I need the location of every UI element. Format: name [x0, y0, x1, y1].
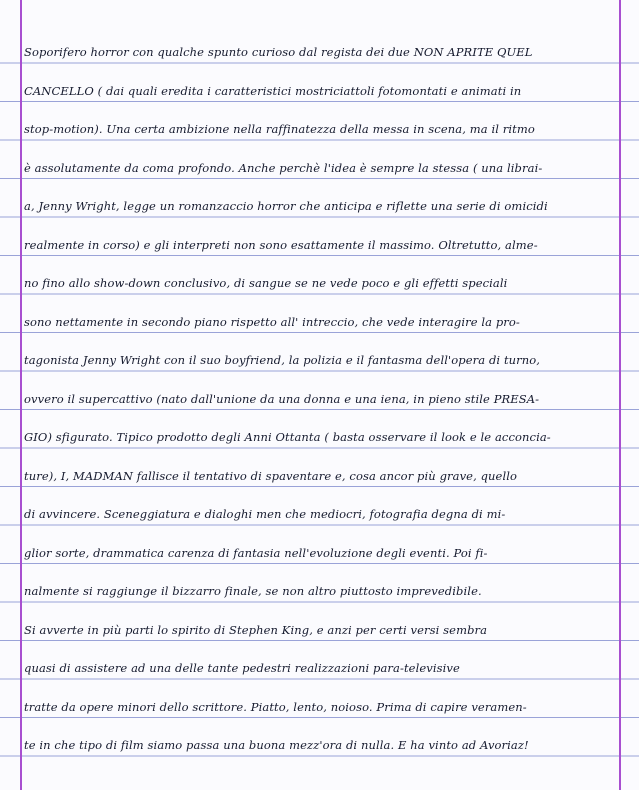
- text-line-15: nalmente si raggiunge il bizzarro finale, se non altro piuttosto imprevedibile.: [24, 584, 482, 598]
- text-line-10: ovvero il supercattivo (nato dall'unione da una donna e una iena, in pieno stile PRESA-: [24, 391, 540, 406]
- text-line-9: tagonista Jenny Wright con il suo boyfriend, la polizia e il fantasma dell'opera di turno,: [24, 353, 541, 367]
- text-line-12: ture), I, MADMAN fallisce il tentativo di spaventare e, cosa ancor più grave, quello: [24, 468, 518, 483]
- text-line-2: CANCELLO ( dai quali eredita i caratteristici mostriciattoli fotomontati e animati in: [24, 83, 522, 98]
- text-line-14: glior sorte, drammatica carenza di fantasia nell'evoluzione degli eventi. Poi fi-: [24, 545, 488, 560]
- text-line-1: Soporifero horror con qualche spunto curioso dal regista dei due NON APRITE QUEL: [24, 45, 533, 59]
- text-line-6: realmente in corso) e gli interpreti non sono esattamente il massimo. Oltretutto, alme-: [24, 237, 538, 252]
- text-line-11: GIO) sfigurato. Tipico prodotto degli Anni Ottanta ( basta osservare il look e le acconcia-: [24, 430, 551, 444]
- left-margin-line: [20, 0, 22, 790]
- right-margin-line: [619, 0, 621, 790]
- text-line-5: a, Jenny Wright, legge un romanzaccio horror che anticipa e riflette una serie di omicidi: [24, 199, 548, 213]
- text-line-19: te in che tipo di film siamo passa una buona mezz'ora di nulla. E ha vinto ad Avoriaz!: [24, 738, 529, 752]
- text-line-3: stop-motion). Una certa ambizione nella raffinatezza della messa in scena, ma il ritmo: [24, 122, 535, 136]
- text-line-4: è assolutamente da coma profondo. Anche perchè l'idea è sempre la stessa ( una librai-: [24, 160, 543, 175]
- text-line-8: sono nettamente in secondo piano rispetto all' intreccio, che vede interagire la pro-: [24, 314, 520, 329]
- text-line-17: quasi di assistere ad una delle tante pedestri realizzazioni para-televisive: [24, 661, 460, 675]
- text-line-13: di avvincere. Sceneggiatura e dialoghi men che mediocri, fotografia degna di mi-: [24, 507, 506, 521]
- text-line-16: Si avverte in più parti lo spirito di Stephen King, e anzi per certi versi sembra: [24, 622, 488, 637]
- text-line-7: no fino allo show-down conclusivo, di sangue se ne vede poco e gli effetti speciali: [24, 276, 508, 290]
- text-line-18: tratte da opere minori dello scrittore. Piatto, lento, noioso. Prima di capire veramen-: [24, 699, 527, 714]
